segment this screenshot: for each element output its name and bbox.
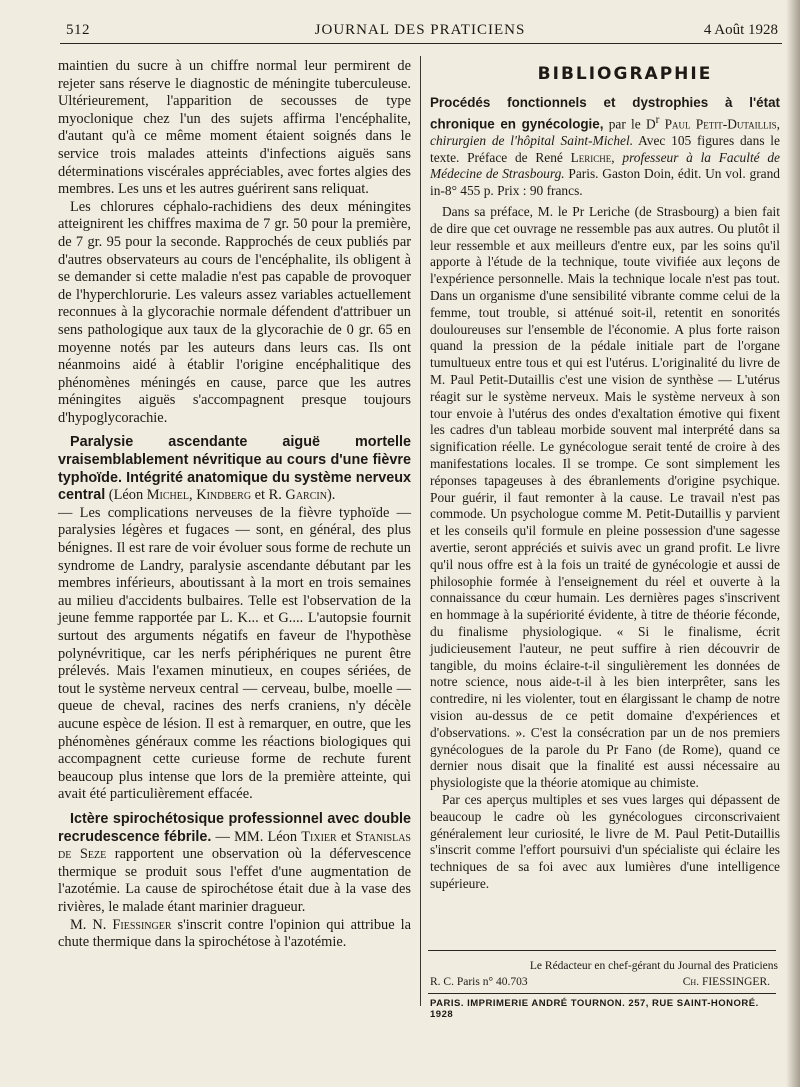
right-column xyxy=(430,60,780,893)
bibliographie-title: BIBLIOGRAPHIE xyxy=(537,64,713,84)
book-author: Paul Petit-Dutaillis, xyxy=(659,116,780,132)
printer-line: PARIS. IMPRIMERIE ANDRÉ TOURNON. 257, RUE SAINT-HONORÉ. 1928 xyxy=(430,998,759,1020)
page-number: 512 xyxy=(66,22,90,38)
paragraph-chlorures: Les chlorures céphalo-rachidiens des deux méningites atteignirent les chiffres maxima de 7 gr. 50 pour la première, de 7 gr. 95 pour la seconde. Rapprochés de ceux publiés par d'autres observateurs au cours de l'encéphalite, ils obligent à se demander si cette maladie n'est pas capable de provoquer de l'hyperchlorurie. Les valeurs assez variables actuellement reconnues à la glycorachie normale défendent d'attribuer un sens pathologique aux taux de la glycorachie de 0 gr. 65 en moyenne notés par les auteurs dans leurs cas. Ils ont néanmoins aidé à établir l'origine encéphalitique des phénomènes méningés en cause, parce que les autres méningites aiguës s'accompagnent presque toujours d'hypoglycorachie. xyxy=(58,198,411,426)
author-kindberg: Kindberg xyxy=(196,487,252,504)
author-role: chirurgien de l'hôpital Saint-Michel. xyxy=(430,132,634,148)
author-fiessinger: Fiessinger xyxy=(112,916,172,933)
section-title-ictere: Ictère spirochétosique professionnel avec double recrudescence fébrile. xyxy=(58,810,411,845)
book-reference: Procédés fonctionnels et dystrophies à l'état chronique en gynécologie, par le $D^r$ Paul Petit-Dutaillis, chirurgien de l'hôpital Saint-Michel. Avec 105 figures dans le texte. Préface de René Leriche, professeur à la Faculté de Médecine de Strasbourg. Paris. Gaston Doin, édit. Un vol. grand in-8° 455 p. Prix : 90 francs. xyxy=(430,94,781,199)
header-rule xyxy=(60,43,782,44)
page-header xyxy=(0,0,800,40)
column-divider xyxy=(420,56,421,1006)
author-garcin: Garcin xyxy=(285,487,327,504)
book-title: Procédés fonctionnels et dystrophies à l'état chronique en gynécologie, xyxy=(430,94,780,132)
footer-rule-top xyxy=(428,950,776,951)
review-paragraph-2: Par ces aperçus multiples et ses vues larges qui dépassent de beaucoup le cadre où les gynécologues circonscrivaient généralement leur curiosité, le livre de M. Paul Petit-Dutaillis s'inscrit comme l'effort poursuivi d'un spécialiste qui éclaire les techniques de sa foi avec aux lumières d'une intelligence supérieure. xyxy=(430,791,780,891)
section-title-paralysie: Paralysie ascendante aiguë mortelle vraisemblablement névritique au cours d'une fièvre typhoïde. Intégrité anatomique du système nerveux central xyxy=(58,434,411,504)
page-edge-shadow xyxy=(786,0,800,1087)
issue-date: 4 Août 1928 xyxy=(703,22,778,38)
paragraph-continuation: maintien du sucre à un chiffre normal leur permirent de rejeter sans réserve le diagnostic de méningite tuberculeuse. Ultérieurement, l'apparition de secousses de type myoclonique chez l'un des sujets affirma l'encéphalite, d'autant qu'à ce même moment étaient soignés dans le service trois malades atteints d'infections aiguës sans déterminations viscérales appréciables, avec fortes algies des membres. Les uns et les autres guérirent sans reliquat. xyxy=(58,58,411,198)
left-column xyxy=(58,58,411,952)
footer-rule-bottom xyxy=(428,993,776,994)
journal-title: JOURNAL DES PRATICIENS xyxy=(314,22,526,38)
author-michel: Michel xyxy=(146,487,189,504)
preface-author: Leriche, xyxy=(570,149,615,165)
author-tixier: Tixier xyxy=(301,828,337,845)
review-paragraph-1: Dans sa préface, M. le Pr Leriche (de Strasbourg) a bien fait de dire que cet ouvrage ne ressemble pas aux autres. Ou plutôt il leur ressemble et aux meilleurs d'entre eux, par les soins qu'il apporte à l'étude de la technique, toute vivifiée aux leçons de l'expérience personnelle. Mais la technique locale n'est pas tout. Dans un organisme d'une sensibilité vibrante comme celui de la femme, tout trouble, si atténué soit-il, retentit en sonorités douloureuses sur l'ensemble de l'économie. A plus forte raison quand la pression de la pédale initiale part de l'organe tumultueux entre tous et qui est l'utérus. L'originalité du livre de M. Paul Petit-Dutaillis c'est une vision de synthèse — L'utérus réagit sur le système nerveux. Mais le système nerveux à son tour envoie à l'utérus des ondes d'exaltation émotive qui fixent les cadres d'un tableau morbide souvent mal interprété dans sa signification réelle. Le gynécologue serait tenté de croire à des manifestations locales. Il se trompe. Ce sont simplement les réponses tapageuses à des ébranlements d'origine psychique. Pour guérir, il faut remonter à la cause. Le travail n'est pas commode. Un psychologue comme M. Petit-Dutaillis y parvient et les conseils qu'il formule en pleine possession d'une sagesse avertie, seront appréciés et suivis avec un grand profit. Le livre qu'il nous offre est à la fois un traité de gynécologie et aussi de philosophie formée à l'enseignement du réel et ouverte à la connaissance du cœur humain. Les dernières pages s'inscrivent en hommage à la supériorité évidente, à titre de théorie féconde, du finalisme physiologique. « Si le finalisme, écrit judicieusement l'auteur, ne peut suffire à rien découvrir de tangible, du moins éclaire-t-il singulièrement les données de notre science, nous aide-t-il à les bien interprêter, sans les contredire, ni les violenter, tout en élargissant le champ de notre vision au-dessus de ce petit domaine d'expériences et d'observations. ». C'est la consécration par un de nos premiers gynécologues de la parole du Pr Fano (de Rome), quand ce dernier nous disait que la finalité est aussi nécessaire au physiologiste que la théorie atomique au chimiste. xyxy=(430,204,780,791)
footer-redacteur: Le Rédacteur en chef-gérant du Journal des Praticiens xyxy=(529,960,778,972)
section-paralysie: Paralysie ascendante aiguë mortelle vraisemblablement névritique au cours d'une fièvre typhoïde. Intégrité anatomique du système nerveux central (Léon Michel, Kindberg et R. Garcin). xyxy=(58,434,411,504)
section-ictere: Ictère spirochétosique professionnel avec double recrudescence fébrile. — MM. Léon Tixier et Stanislas de Seze rapportent une observation où la défervescence thermique se produit sous l'effet d'une augmentation de l'azotémie. La cause de spirochétose était due à la vase des rivières, le malade étant marinier dragueur. xyxy=(58,810,411,915)
paragraph-paralysie-body: — Les complications nerveuses de la fièvre typhoïde — paralysies légères et fugaces — sont, en général, des plus bénignes. Il est rare de voir évoluer sous forme de rechute un syndrome de Landry, paralysie ascendante débutant par les membres inférieurs, aboutissant à la mort en trois semaines au milieu d'accidents bulbaires. Telle est l'observation de la jeune femme rapportée par L. K... et G.... L'autopsie fournit surtout des arguments négatifs en faveur de l'hypothèse polynévritique, car les nerfs périphériques ne purent être prélevés. Mais l'examen minutieux, en coupes sériées, de tout le système nerveux central — cerveau, bulbe, moelle — queue de cheval, racines des nerfs craniens, n'y décèle aucune espèce de lésion. Il est à remarquer, en outre, que les phénomènes généraux comme les réactions biologiques qui accompagnent cette curieuse forme de rechute furent beaucoup plus intense que lors de la première atteinte, qui avait été particulièrement effacée. xyxy=(58,504,411,803)
paragraph-fiessinger: M. N. Fiessinger s'inscrit contre l'opinion qui attribue la chute thermique dans la spirochétose à l'azotémie. xyxy=(58,916,411,951)
footer-signature: Ch. FIESSINGER. xyxy=(682,976,770,988)
author-de-seze: Stanislas de Seze xyxy=(58,828,411,863)
footer-registre: R. C. Paris n° 40.703 xyxy=(430,976,528,988)
